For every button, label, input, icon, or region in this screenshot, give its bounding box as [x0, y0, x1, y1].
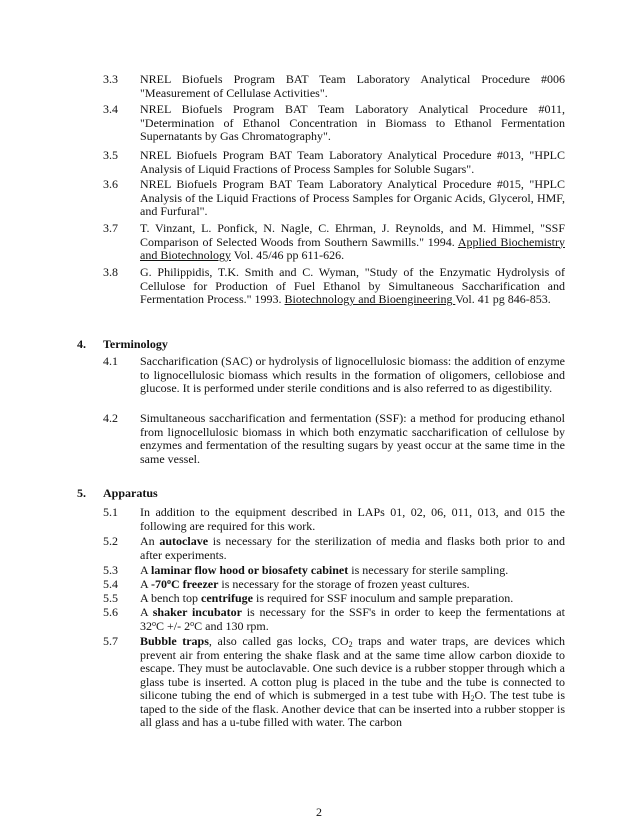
subscript: 2 — [470, 694, 475, 703]
reference-text: NREL Biofuels Program BAT Team Laboratory Analytical Procedure #015, "HPLC Analysis of the Liquid Fractions of Process Samples for Organic Acids, Glycerol, HMF, and Furfural". — [140, 177, 565, 218]
item-text: In addition to the equipment described in LAPs 01, 02, 06, 011, 013, and 015 the following are required for this work. — [140, 505, 565, 533]
text-run: is necessary for sterile sampling. — [348, 563, 509, 577]
text-run: A — [140, 577, 152, 591]
section-heading-terminology — [77, 338, 168, 352]
terminology-item-4-2 — [103, 412, 565, 466]
reference-number: 3.5 — [103, 148, 118, 162]
reference-volume: Vol. 45/46 pp 611-626. — [230, 248, 345, 262]
item-text: Simultaneous saccharification and fermentation (SSF): a method for producing ethanol from lignocellulosic biomass in which both enzymatic saccharification of cellulose by enzymes and fermentation of the resulting sugars by yeast occur at the same time in the same vessel. — [140, 411, 565, 466]
item-number: 5.4 — [103, 577, 118, 591]
section-number: 5. — [77, 486, 86, 500]
text-run: O. The test tube is taped to the side of the flask. Another device that can be inserted into a rubber stopper is all glass and has a u-tube filled with water. The carbon — [140, 688, 565, 729]
reference-text: NREL Biofuels Program BAT Team Laboratory Analytical Procedure #006 "Measurement of Cellulase Activities". — [140, 72, 565, 100]
item-text — [140, 592, 565, 606]
text-run: A — [140, 605, 153, 619]
item-number: 5.1 — [103, 505, 118, 519]
item-number: 5.5 — [103, 591, 118, 605]
equipment-name: laminar flow hood or biosafety cabinet — [151, 563, 349, 577]
apparatus-item-5-3 — [103, 564, 565, 578]
item-number: 4.1 — [103, 354, 118, 368]
text-run: , also called gas locks, CO — [208, 634, 349, 648]
text-run: A bench top — [140, 591, 201, 605]
reference-3-6 — [103, 178, 565, 219]
item-number: 5.2 — [103, 534, 118, 548]
equipment-name: autoclave — [159, 534, 209, 548]
item-number: 4.2 — [103, 411, 118, 425]
apparatus-item-5-2 — [103, 535, 565, 562]
page-number: 2 — [316, 805, 322, 819]
reference-number: 3.6 — [103, 177, 118, 191]
text-run: is necessary for the SSF's in order to keep the fermentations at 32 — [140, 605, 565, 633]
item-text — [140, 635, 565, 730]
item-text: Saccharification (SAC) or hydrolysis of lignocellulosic biomass: the addition of enzyme to lignocellulosic biomass which results in the formation of oligomers, cellobiose and glucose. It is performed under sterile conditions and is also referred to as digestibility. — [140, 354, 565, 395]
reference-body: T. Vinzant, L. Ponfick, N. Nagle, C. Ehrman, J. Reynolds, and M. Himmel, "SSF Comparison of Selected Woods from Southern Sawmills." 1994. — [140, 221, 565, 249]
text-run: -70 — [151, 577, 168, 591]
text-run: A — [140, 563, 152, 577]
equipment-name: centrifuge — [201, 591, 253, 605]
reference-number: 3.3 — [103, 72, 118, 86]
journal-title: Applied Biochemistry and Biotechnology — [140, 234, 565, 262]
apparatus-item-5-7 — [103, 635, 565, 730]
text-run: is necessary for the sterilization of media and flasks both prior to and after experiments. — [140, 534, 566, 562]
reference-number: 3.8 — [103, 265, 118, 279]
text-run: is necessary for the storage of frozen yeast cultures. — [218, 577, 470, 591]
reference-3-4 — [103, 103, 565, 144]
reference-text — [140, 266, 565, 307]
apparatus-item-5-4 — [103, 578, 565, 592]
subscript: 2 — [348, 640, 353, 649]
reference-3-7 — [103, 222, 565, 263]
reference-text — [140, 222, 565, 263]
degree-symbol: o — [190, 618, 195, 628]
reference-3-8 — [103, 266, 565, 307]
journal-title: Biotechnology and Bioengineering — [284, 292, 456, 306]
item-number: 5.3 — [103, 563, 118, 577]
text-run: C freezer — [171, 577, 219, 591]
reference-3-5 — [103, 149, 565, 176]
terminology-item-4-1 — [103, 355, 565, 396]
apparatus-item-5-6 — [103, 606, 565, 633]
item-text — [140, 606, 565, 633]
reference-number: 3.7 — [103, 221, 118, 235]
reference-body: G. Philippidis, T.K. Smith and C. Wyman, "Study of the Enzymatic Hydrolysis of Cellulose for Production of Fuel Ethanol by Simultaneous Saccharification and Fermentation Process." 1993. — [140, 265, 565, 306]
section-title: Apparatus — [103, 486, 158, 500]
section-heading-apparatus — [77, 487, 158, 501]
degree-symbol: o — [152, 618, 156, 628]
reference-text: NREL Biofuels Program BAT Team Laboratory Analytical Procedure #011, "Determination of Ethanol Concentration in Biomass to Ethanol Fermentation Supernatants by Gas Chromatography". — [140, 102, 565, 143]
equipment-name — [151, 577, 218, 591]
equipment-name: Bubble traps — [140, 634, 209, 648]
reference-3-3 — [103, 73, 565, 100]
item-text — [140, 535, 565, 562]
text-run: An — [140, 534, 160, 548]
text-run: is required for SSF inoculum and sample preparation. — [252, 591, 514, 605]
degree-symbol: o — [167, 577, 172, 586]
item-number: 5.7 — [103, 634, 118, 648]
text-run: traps and water traps, are devices which prevent air from entering the shake flask and at the same time allow carbon dioxide to escape. They must be autoclavable. One such device is a rubber stopper through which a glass tube is inserted. A cotton plug is placed in the tube and the tube is connected to silicone tubing the end of which is submerged in a test tube with H — [140, 634, 565, 702]
apparatus-item-5-1 — [103, 506, 565, 533]
item-text — [140, 564, 565, 578]
equipment-name: shaker incubator — [152, 605, 242, 619]
apparatus-item-5-5 — [103, 592, 565, 606]
text-run: C +/- 2 — [156, 618, 191, 633]
text-run: C and 130 rpm. — [194, 618, 269, 633]
section-number: 4. — [77, 337, 86, 351]
item-number: 5.6 — [103, 605, 118, 619]
item-text — [140, 578, 565, 592]
reference-number: 3.4 — [103, 102, 118, 116]
reference-text: NREL Biofuels Program BAT Team Laboratory Analytical Procedure #013, "HPLC Analysis of Liquid Fractions of Process Samples for Soluble Sugars". — [140, 148, 565, 176]
section-title: Terminology — [103, 337, 168, 351]
reference-volume: Vol. 41 pg 846-853. — [455, 292, 551, 306]
